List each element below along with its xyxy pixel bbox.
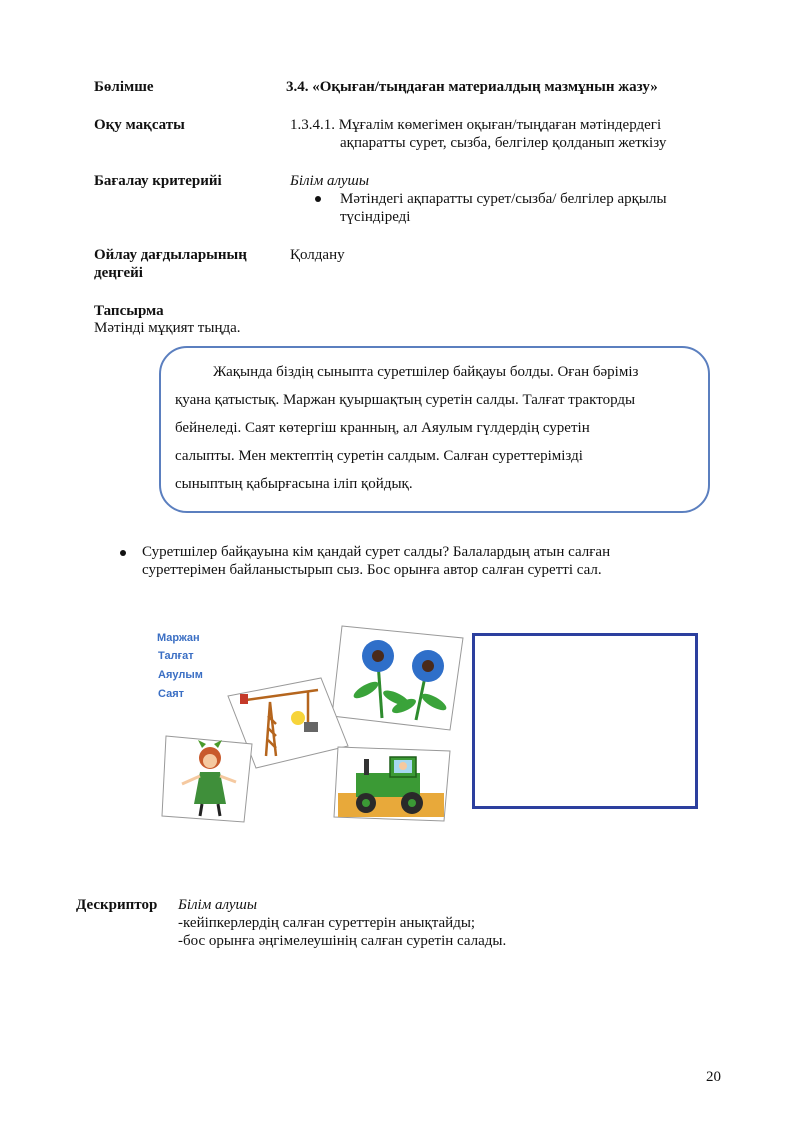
name-talgat: Талғат: [158, 650, 194, 662]
section-value: 3.4. «Оқыған/тыңдаған материалдың мазмұнын жазу»: [286, 79, 658, 95]
name-sayat: Саят: [158, 688, 185, 700]
story-line-3: бейнеледі. Саят көтергіш кранның, ал Аяулым гүлдердің суретін: [175, 420, 590, 436]
criteria-item-line1: Мәтіндегі ақпаратты сурет/сызба/ белгілер арқылы: [340, 191, 667, 207]
page-number: 20: [706, 1069, 721, 1085]
criteria-item-line2: түсіндіреді: [340, 209, 411, 225]
bullet-icon: [120, 550, 126, 556]
name-ayaulym: Аяулым: [158, 669, 203, 681]
descriptor-item2: -бос орынға әңгімелеушінің салған суретін салады.: [178, 933, 507, 949]
bullet-icon: [315, 196, 321, 202]
thinking-label-line1: Ойлау дағдыларының: [94, 247, 247, 263]
thinking-value: Қолдану: [290, 247, 345, 263]
criteria-label: Бағалау критерийі: [94, 173, 222, 189]
name-marzhan: Маржан: [157, 632, 200, 644]
descriptor-item1: -кейіпкерлердің салған суреттерін анықтайды;: [178, 915, 476, 931]
doll-drawing: [160, 734, 255, 824]
descriptor-subject: Білім алушы: [178, 897, 258, 913]
question-line2: суреттерімен байланыстырып сыз. Бос орынға автор салған суретті сал.: [142, 562, 602, 578]
empty-drawing-frame[interactable]: [472, 633, 698, 809]
goal-value-line1: 1.3.4.1. Мұғалім көмегімен оқыған/тыңдаған мәтіндердегі: [290, 117, 662, 133]
story-line-2: қуана қатыстық. Маржан қуыршақтың суретін салды. Талғат тракторды: [175, 392, 636, 408]
goal-value-line2: ақпаратты сурет, сызба, белгілер қолданып жеткізу: [340, 135, 667, 151]
question-line1: Суретшілер байқауына кім қандай сурет салды? Балалардың атын салған: [142, 544, 611, 560]
task-instruction: Мәтінді мұқият тыңда.: [94, 320, 241, 336]
goal-label: Оқу мақсаты: [94, 117, 185, 133]
task-heading: Тапсырма: [94, 303, 164, 319]
descriptor-label: Дескриптор: [76, 897, 158, 913]
thinking-label-line2: деңгейі: [94, 265, 143, 281]
story-line-4: салыпты. Мен мектептің суретін салдым. Салған суреттерімізді: [175, 448, 583, 464]
criteria-subject: Білім алушы: [290, 173, 370, 189]
section-label: Бөлімше: [94, 79, 154, 95]
story-line-5: сыныптың қабырғасына іліп қойдық.: [175, 476, 413, 492]
story-line-1: Жақында біздің сыныпта суретшілер байқауы болды. Оған бәріміз: [213, 364, 639, 380]
tractor-drawing: [332, 745, 452, 823]
